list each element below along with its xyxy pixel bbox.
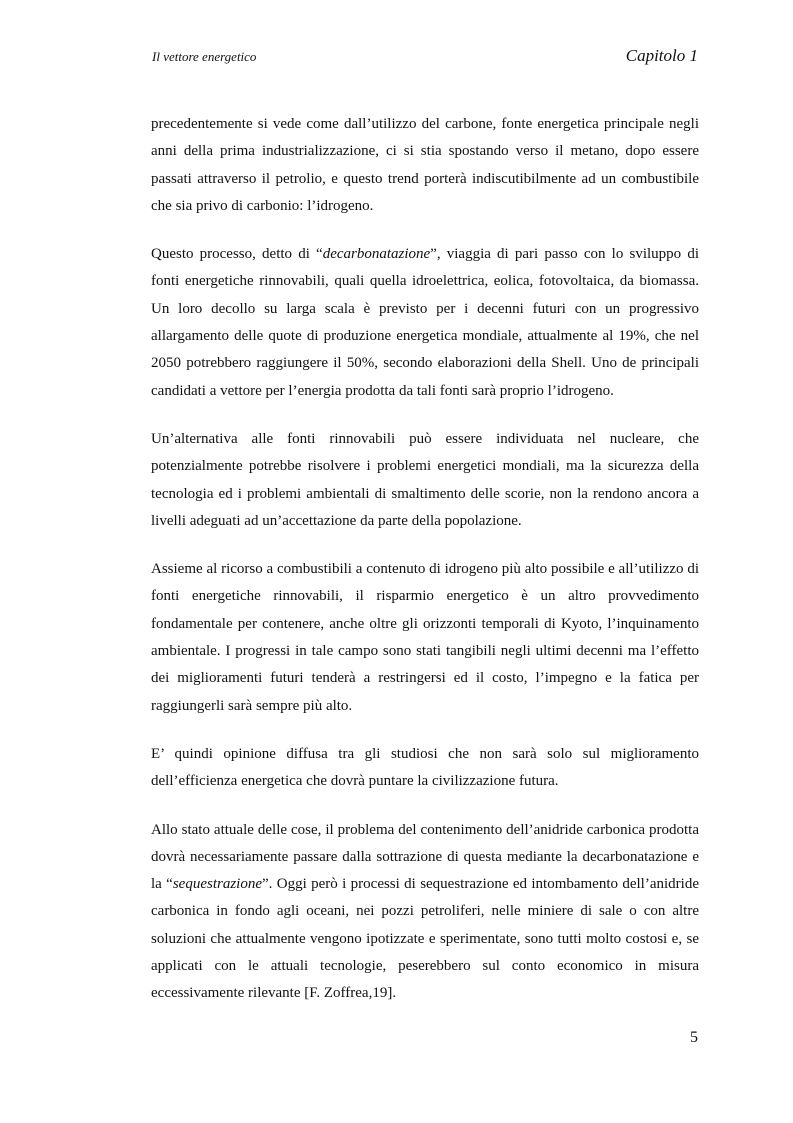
paragraph-6-after: ”. Oggi però i processi di sequestrazione ed intombamento dell’anidride carbonica in fondo agli oceani, nei pozzi petroliferi, nelle miniere di sale o con altre soluzioni che attualmente vengono ipotizzate e sperimentate, sono tutti molto costosi e, se applicati con le attuali tecnologie, peserebbero sul conto economico in misura eccessivamente rilevante [F. Zoffrea,19]. bbox=[151, 876, 699, 1002]
paragraph-4: Assieme al ricorso a combustibili a contenuto di idrogeno più alto possibile e all’utilizzo di fonti energetiche rinnovabili, il risparmio energetico è un altro provvedimento fondamentale per contenere, anche oltre gli orizzonti temporali di Kyoto, l’inquinamento ambientale. I progressi in tale campo sono stati tangibili negli ultimi decenni ma l’effetto dei miglioramenti futuri tenderà a restringersi ed il costo, l’impegno e la fatica per raggiungerli sarà sempre più alto. bbox=[151, 561, 699, 714]
paragraph-3: Un’alternativa alle fonti rinnovabili può essere individuata nel nucleare, che potenzialmente potrebbe risolvere i problemi energetici mondiali, ma la sicurezza della tecnologia ed i problemi ambientali di smaltimento delle scorie, non la rendono ancora a livelli adeguati ad un’accettazione da parte della popolazione. bbox=[151, 430, 699, 529]
paragraph-2-after: ”, viaggia di pari passo con lo sviluppo di fonti energetiche rinnovabili, quali quella idroelettrica, eolica, fotovoltaica, da biomassa. Un loro decollo su larga scala è previsto per i decenni futuri con un progressivo allargamento delle quote di produzione energetica mondiale, attualmente al 19%, che nel 2050 potrebbero raggiungere il 50%, secondo elaborazioni della Shell. Uno de principali candidati a vettore per l’energia prodotta da tali fonti sarà proprio l’idrogeno. bbox=[151, 246, 699, 399]
term-decarbonatazione: decarbonatazione bbox=[322, 246, 431, 263]
paragraph-6 bbox=[151, 817, 699, 1008]
page-number: 5 bbox=[690, 1029, 698, 1046]
running-header-chapter: Capitolo 1 bbox=[625, 46, 698, 65]
running-header-title: Il vettore energetico bbox=[152, 49, 257, 64]
paragraph-6-before: Allo stato attuale delle cose, il problema del contenimento dell’anidride carbonica prodotta dovrà necessariamente passare dalla sottrazione di questa mediante la decarbonatazione e la “ bbox=[151, 821, 699, 893]
paragraph-2-before: Questo processo, detto di “ bbox=[151, 246, 323, 263]
paragraph-2 bbox=[151, 241, 699, 405]
term-sequestrazione: sequestrazione bbox=[172, 876, 263, 893]
body-text bbox=[151, 111, 699, 1008]
paragraph-1: precedentemente si vede come dall’utilizzo del carbone, fonte energetica principale negli anni della prima industrializzazione, ci si stia spostando verso il metano, dopo essere passati attraverso il petrolio, e questo trend porterà indiscutibilmente ad un combustibile che sia privo di carbonio: l’idrogeno. bbox=[151, 116, 699, 214]
paragraph-5: E’ quindi opinione diffusa tra gli studiosi che non sarà solo sul miglioramento dell’efficienza energetica che dovrà puntare la civilizzazione futura. bbox=[151, 745, 699, 790]
